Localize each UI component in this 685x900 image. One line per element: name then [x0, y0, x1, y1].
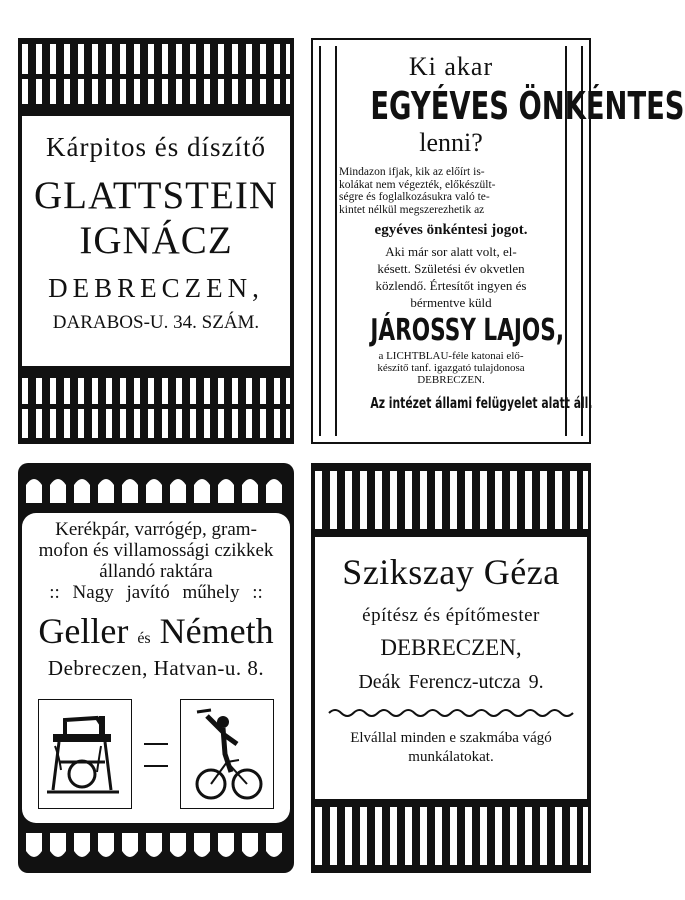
body-paragraph: [339, 166, 563, 216]
city: DEBRECZEN,: [380, 635, 522, 660]
service-line-1: Elvállal minden e szakmába vágó: [350, 730, 552, 746]
address: Deák Ferencz-utcza 9.: [358, 671, 544, 693]
ad-jarossy-text: [339, 52, 685, 412]
firm-name-and: és: [137, 630, 151, 647]
small-line: a LICHTBLAU-féle katonai elő-: [378, 350, 524, 362]
divider-lines: [144, 743, 168, 767]
ad-szikszay-text: [315, 537, 587, 799]
ad-geller-text: [22, 513, 290, 823]
firm-name-a: Geller: [38, 611, 129, 651]
illustration-row: [38, 699, 274, 809]
small-print: [339, 350, 563, 386]
name-line-1: GLATTSTEIN: [34, 174, 278, 217]
ad-jarossy: [311, 38, 685, 444]
headline: EGYÉVES ÖNKÉNTES: [370, 84, 685, 128]
left-rule: [319, 46, 337, 436]
emphasis-line: egyéves önkéntesi jogot.: [374, 222, 528, 238]
body-line: kintet nélkül megszerezhetik az: [339, 203, 485, 216]
ornament-band-top: [18, 38, 294, 116]
body-line: közlendő. Értesítőt ingyen és: [375, 278, 527, 293]
cyclist-illustration: [180, 699, 274, 809]
ornament-band-top: [311, 463, 591, 537]
ornament-band-bottom: [22, 827, 290, 869]
goods-line-3: állandó raktára: [99, 561, 213, 582]
small-line: DEBRECZEN.: [417, 374, 485, 386]
body-line: Aki már sor alatt volt, el-: [385, 244, 517, 259]
firm-name-b: Németh: [159, 611, 274, 651]
ornament-band-bottom: [18, 366, 294, 444]
name: Szikszay Géza: [342, 552, 560, 592]
ad-geller-nemeth: [18, 463, 294, 873]
footer-note: Az intézet állami felügyelet alatt áll.: [370, 394, 593, 412]
proprietor-name: JÁROSSY LAJOS,: [370, 313, 565, 348]
sewing-machine-illustration: [38, 699, 132, 809]
small-line: készítő tanf. igazgató tulajdonosa: [377, 362, 525, 374]
ad-szikszay: [311, 463, 591, 873]
name-line-2: IGNÁCZ: [79, 219, 233, 262]
sewing-machine-icon: [39, 700, 131, 808]
profession: építész és építőmester: [362, 605, 540, 626]
ornament-band-bottom: [311, 799, 591, 873]
firm-name: [22, 610, 290, 652]
body-line: kolákat nem végezték, előkészült-: [339, 178, 496, 191]
goods-line-1: Kerékpár, varrógép, gram-: [55, 519, 257, 540]
ornament-band-top: [22, 467, 290, 509]
body-line: késett. Születési év okvetlen: [377, 261, 525, 276]
headline-intro: Ki akar: [408, 52, 494, 81]
ad-glattstein-text: [22, 116, 290, 366]
body-line: bérmentve küld: [410, 295, 492, 310]
ad-glattstein: [18, 38, 294, 444]
city: DEBRECZEN,: [48, 273, 264, 303]
address: DARABOS-U. 34. SZÁM.: [52, 312, 260, 333]
workshop-line: :: Nagy javító műhely ::: [49, 582, 263, 603]
trade-line: Kárpitos és díszítő: [46, 132, 266, 162]
headline-end: lenni?: [419, 128, 483, 157]
body-line: Mindazon ifjak, kik az előírt is-: [339, 166, 485, 178]
bicycle-icon: [181, 700, 273, 808]
address: Debreczen, Hatvan-u. 8.: [47, 656, 265, 680]
body-line: ségre és foglalkozásukra való te-: [339, 191, 490, 203]
service-line-2: munkálatokat.: [408, 749, 494, 765]
goods-line-2: mofon és villamossági czikkek: [38, 540, 274, 561]
body-paragraph-2: [339, 243, 563, 311]
ornament-divider: [329, 706, 573, 718]
